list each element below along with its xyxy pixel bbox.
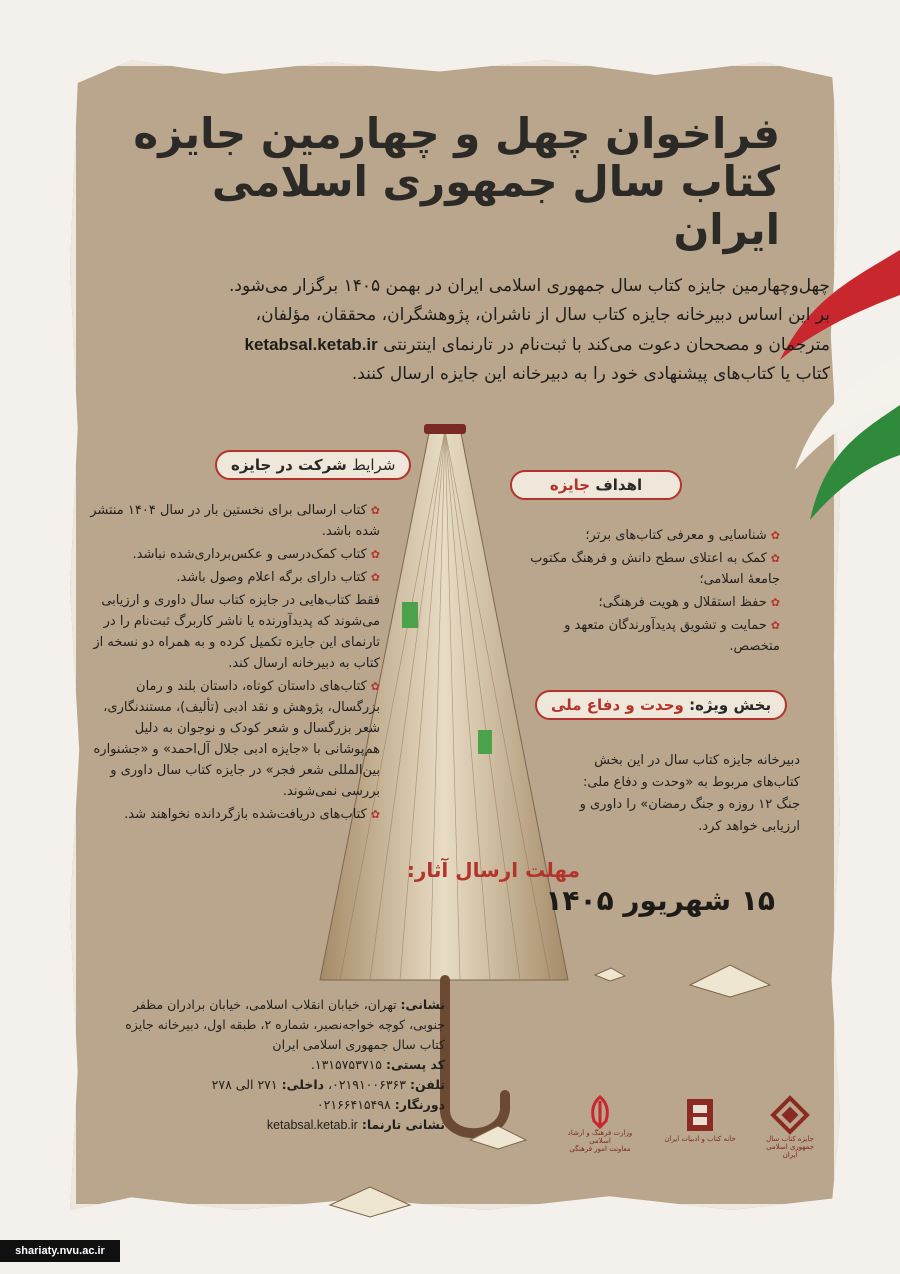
- ext-label: داخلی:: [281, 1077, 325, 1092]
- goals-label-plain: اهداف: [595, 476, 643, 494]
- fax-row: [100, 1095, 445, 1115]
- intro-url-link[interactable]: ketabsal.ketab.ir: [244, 335, 378, 354]
- house-logo-text: خانه کتاب و ادبیات ایران: [664, 1135, 736, 1143]
- list-item: ✿حفظ استقلال و هویت فرهنگی؛: [598, 595, 780, 610]
- web-label: نشانی تارنما:: [361, 1117, 445, 1132]
- special-section-badge: [535, 690, 787, 720]
- award-logo-text: جایزه کتاب سال جمهوری اسلامی ایران: [766, 1135, 814, 1159]
- site-watermark: shariaty.nvu.ac.ir: [0, 1240, 120, 1262]
- list-item: فقط کتاب‌هایی در جایزه کتاب سال داوری و ارزیابی می‌شوند که پدیدآورنده یا ناشر کاربرگ ثبت‌نام را در تارنمای این جایزه تکمیل کرده و به همراه دو نسخه از کتاب به دبیرخانه ارسال کند.: [93, 593, 380, 671]
- fax-label: دورنگار:: [394, 1097, 445, 1112]
- phone-label: تلفن:: [409, 1077, 445, 1092]
- conditions-label-plain: شرایط: [351, 456, 396, 474]
- special-label-red: وحدت و دفاع ملی: [551, 696, 684, 714]
- house-emblem-icon: [685, 1095, 715, 1135]
- postal-row: [100, 1055, 445, 1075]
- web-row: [100, 1115, 445, 1135]
- list-item: ✿کمک به اعتلای سطح دانش و فرهنگ مکتوب جامعهٔ اسلامی؛: [530, 551, 780, 587]
- list-item: ✿کتاب‌های دریافت‌شده بازگردانده نخواهند شد.: [124, 807, 380, 822]
- house-logo: [655, 1095, 745, 1143]
- deadline-label: مهلت ارسال آثار:: [406, 858, 580, 882]
- flower-icon: ✿: [770, 529, 780, 542]
- intro-line-3-text: مترجمان و مصححان دعوت می‌کند با ثبت‌نام در تارنمای اینترنتی: [383, 335, 830, 355]
- award-emblem-icon: [770, 1095, 810, 1135]
- fax-value: ۰۲۱۶۶۴۱۵۴۹۸: [316, 1097, 391, 1112]
- flower-icon: ✿: [770, 619, 780, 632]
- list-item: ✿کتاب کمک‌درسی و عکس‌برداری‌شده نباشد.: [132, 547, 380, 562]
- ministry-line-2: معاونت امور فرهنگی: [569, 1145, 631, 1153]
- logo-strip: [560, 1095, 820, 1165]
- title-line-1: فراخوان چهل و چهارمین جایزه: [133, 109, 780, 158]
- ext-value: ۲۷۱ الی ۲۷۸: [211, 1077, 278, 1092]
- goals-list: [510, 525, 780, 659]
- flower-icon: ✿: [770, 552, 780, 565]
- flower-icon: ✿: [370, 548, 380, 561]
- special-section-text: دبیرخانه جایزه کتاب سال در این بخش کتاب‌های مربوط به «وحدت و دفاع ملی: جنگ ۱۲ روزه و جنگ رمضان» را داوری و ارزیابی خواهد کرد.: [579, 753, 800, 834]
- postal-value: ۱۳۱۵۷۵۳۷۱۵.: [310, 1057, 382, 1072]
- phone-row: [100, 1075, 445, 1095]
- award-logo: [760, 1095, 820, 1159]
- ministry-line-1: وزارت فرهنگ و ارشاد اسلامی: [567, 1129, 633, 1145]
- address-label: نشانی:: [400, 997, 445, 1012]
- intro-line-1: چهل‌وچهارمین جایزه کتاب سال جمهوری اسلامی ایران در بهمن ۱۴۰۵ برگزار می‌شود.: [228, 276, 830, 296]
- conditions-list: [90, 500, 380, 827]
- postal-label: کد پستی:: [385, 1057, 445, 1072]
- goals-label-bold: جایزه: [549, 476, 591, 494]
- conditions-badge: [215, 450, 411, 480]
- phone-value: ۰۲۱۹۱۰۰۶۳۶۳،: [328, 1077, 406, 1092]
- deadline-date: ۱۵ شهریور ۱۴۰۵: [545, 884, 775, 917]
- intro-line-4: کتاب یا کتاب‌های پیشنهادی خود را به دبیرخانه این جایزه ارسال کنند.: [351, 364, 830, 384]
- goals-badge: [510, 470, 682, 500]
- title-line-2: کتاب سال جمهوری اسلامی ایران: [211, 157, 780, 254]
- flower-icon: ✿: [370, 571, 380, 584]
- contact-block: [100, 995, 445, 1135]
- list-item: ✿حمایت و تشویق پدیدآورندگان متعهد و متخصص.: [564, 618, 780, 654]
- web-link[interactable]: ketabsal.ketab.ir: [266, 1118, 358, 1132]
- address-row: [100, 995, 445, 1055]
- flower-icon: ✿: [370, 504, 380, 517]
- address-text: تهران، خیابان انقلاب اسلامی، خیابان برادران مظفر جنوبی، کوچه خواجه‌نصیر، شماره ۲، طبقه اول، دبیرخانه جایزه کتاب سال جمهوری اسلامی ایران: [125, 997, 445, 1052]
- list-item: ✿کتاب دارای برگه اعلام وصول باشد.: [176, 570, 380, 585]
- list-item: ✿کتاب‌های داستان کوتاه، داستان بلند و رمان بزرگسال، پژوهش و نقد ادبی (تألیف)، مستندنگاری، شعر بزرگسال و شعر کودک و نوجوان به دلیل هم‌پوشانی با «جایزه ادبی جلال آل‌احمد» و «جشنواره بین‌المللی شعر فجر» در جایزه کتاب سال داوری و بررسی نمی‌شوند.: [93, 679, 380, 799]
- special-label-bold: بخش ویژه:: [689, 696, 772, 714]
- list-item: ✿شناسایی و معرفی کتاب‌های برتر؛: [585, 528, 780, 543]
- iran-emblem-icon: [585, 1095, 615, 1129]
- intro-line-2: بر این اساس دبیرخانه جایزه کتاب سال از ناشران، پژوهشگران، محققان، مؤلفان،: [255, 305, 830, 325]
- flower-icon: ✿: [370, 680, 380, 693]
- ministry-logo: [560, 1095, 640, 1153]
- flower-icon: ✿: [370, 808, 380, 821]
- conditions-label-bold: شرکت در جایزه: [231, 456, 347, 474]
- flower-icon: ✿: [770, 596, 780, 609]
- list-item: ✿کتاب ارسالی برای نخستین بار در سال ۱۴۰۴ منتشر شده باشد.: [90, 503, 380, 539]
